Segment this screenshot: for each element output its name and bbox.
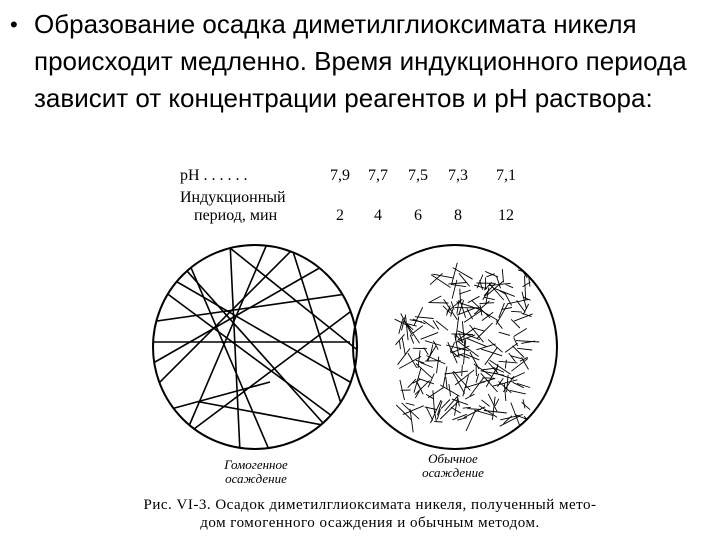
needle-crystal <box>413 319 426 324</box>
ph-value: 7,5 <box>408 167 428 184</box>
needle-crystal <box>477 323 493 339</box>
needle-crystal <box>444 299 458 320</box>
needle-crystal <box>481 400 489 407</box>
needle-crystal <box>484 297 495 299</box>
needle-crystal <box>446 377 447 389</box>
needle-crystal <box>460 289 461 303</box>
needle-crystal <box>492 397 495 420</box>
needle-crystal <box>510 390 526 394</box>
period-value: 12 <box>498 207 514 224</box>
needle-crystal <box>466 410 476 431</box>
needle-crystal <box>514 328 527 336</box>
needle-crystal <box>150 292 360 322</box>
needle-crystal <box>504 384 506 402</box>
right-caption-line1: Обычное <box>428 451 478 466</box>
needle-crystal <box>398 348 410 364</box>
needle-crystal <box>402 338 405 356</box>
ph-value: 7,9 <box>330 167 350 184</box>
needle-crystal <box>413 348 427 349</box>
needle-crystal <box>421 332 439 339</box>
needle-crystal <box>500 415 523 420</box>
needle-crystal <box>477 275 483 289</box>
needle-crystal <box>512 346 524 358</box>
needle-crystal <box>485 347 498 365</box>
needle-crystal <box>525 276 526 300</box>
needle-crystal <box>499 332 510 335</box>
ordinary-precipitate-circle <box>353 245 557 449</box>
needle-crystal <box>453 372 465 394</box>
needle-crystal <box>495 399 499 406</box>
bullet-text: Образование осадка диметилглиоксимата никеля происходит медленно. Время индукционного периода зависит от концентрации реагентов и pH раствора: <box>34 9 687 113</box>
needle-crystal <box>396 405 411 420</box>
needle-crystal <box>451 284 466 286</box>
needle-crystal <box>514 314 533 321</box>
needle-crystal <box>484 411 507 414</box>
needle-crystal <box>516 341 539 342</box>
needle-crystal <box>459 290 471 294</box>
needle-crystal <box>509 353 516 362</box>
ph-value: 7,1 <box>496 167 516 184</box>
needle-crystal <box>410 335 414 344</box>
needle-crystal <box>200 402 360 432</box>
needle-crystal <box>423 321 434 329</box>
caption-line2: дом гомогенного осаждения и обычным методом. <box>200 515 540 531</box>
bullet-paragraph <box>10 6 710 117</box>
needle-crystal <box>180 242 270 452</box>
ph-row-label: pH . . . . . . <box>180 167 248 184</box>
needle-crystal <box>463 407 471 408</box>
period-value: 2 <box>336 207 344 224</box>
needle-crystal <box>448 283 466 285</box>
needle-crystal <box>505 343 517 352</box>
needle-crystal <box>511 311 522 312</box>
period-value: 4 <box>374 207 382 224</box>
needle-crystal <box>517 348 532 350</box>
needle-crystal <box>462 365 463 376</box>
needle-crystal <box>505 360 506 369</box>
needle-crystal <box>418 350 420 368</box>
needle-crystal <box>481 371 505 376</box>
needle-crystal <box>467 409 481 410</box>
needle-crystal <box>165 292 340 422</box>
needle-crystal <box>420 363 433 368</box>
needle-crystal <box>451 334 473 335</box>
needle-crystal <box>499 361 518 363</box>
needle-crystal <box>506 284 513 287</box>
needle-crystal <box>428 388 443 398</box>
needle-crystal <box>466 338 487 347</box>
needle-crystal <box>517 300 526 312</box>
needle-crystal <box>190 312 350 432</box>
needle-crystal <box>457 418 467 421</box>
period-label-line2: период, мин <box>194 207 278 224</box>
left-circle-caption <box>196 458 316 486</box>
precipitate-figure <box>150 232 560 462</box>
needle-crystal <box>455 399 458 416</box>
needle-crystal <box>408 379 416 388</box>
needle-crystal <box>430 296 442 302</box>
needle-crystal <box>407 324 420 343</box>
needle-crystal <box>488 394 497 412</box>
needle-crystal <box>482 378 494 379</box>
needle-crystal <box>465 394 474 399</box>
needle-crystal <box>476 344 495 350</box>
needle-crystal <box>502 269 503 282</box>
needle-crystal <box>522 402 530 409</box>
right-caption-line2: осаждение <box>422 465 484 480</box>
needle-crystal <box>416 381 420 388</box>
needle-crystal <box>496 303 508 324</box>
caption-line1: Рис. VI-3. Осадок диметилглиоксимата никеля, полученный мето- <box>143 497 597 513</box>
period-value: 6 <box>414 207 422 224</box>
needle-crystal <box>459 273 470 286</box>
needle-crystal <box>464 310 482 322</box>
needle-crystal <box>448 342 457 363</box>
needle-crystal <box>437 357 439 374</box>
needle-crystal <box>160 382 270 412</box>
needle-crystal <box>160 272 350 382</box>
needle-crystal <box>413 326 423 334</box>
needle-crystal <box>452 280 457 299</box>
figure-caption <box>70 496 670 532</box>
ph-value: 7,7 <box>368 167 388 184</box>
bullet-marker: • <box>10 12 18 37</box>
needle-crystal <box>406 403 415 405</box>
right-circle-caption <box>393 452 513 480</box>
period-label-line1: Индукционный <box>180 189 286 206</box>
needle-crystal <box>465 382 485 388</box>
period-value: 8 <box>454 207 462 224</box>
needle-crystal <box>511 403 520 426</box>
needle-crystal <box>496 321 502 329</box>
needle-crystal <box>400 341 401 349</box>
ph-value: 7,3 <box>448 167 468 184</box>
needle-crystal <box>474 328 484 331</box>
homogeneous-precipitate-circle <box>150 232 360 452</box>
left-caption-line2: осаждение <box>225 471 287 486</box>
left-caption-line1: Гомогенное <box>224 457 288 472</box>
needle-crystal <box>408 353 417 368</box>
